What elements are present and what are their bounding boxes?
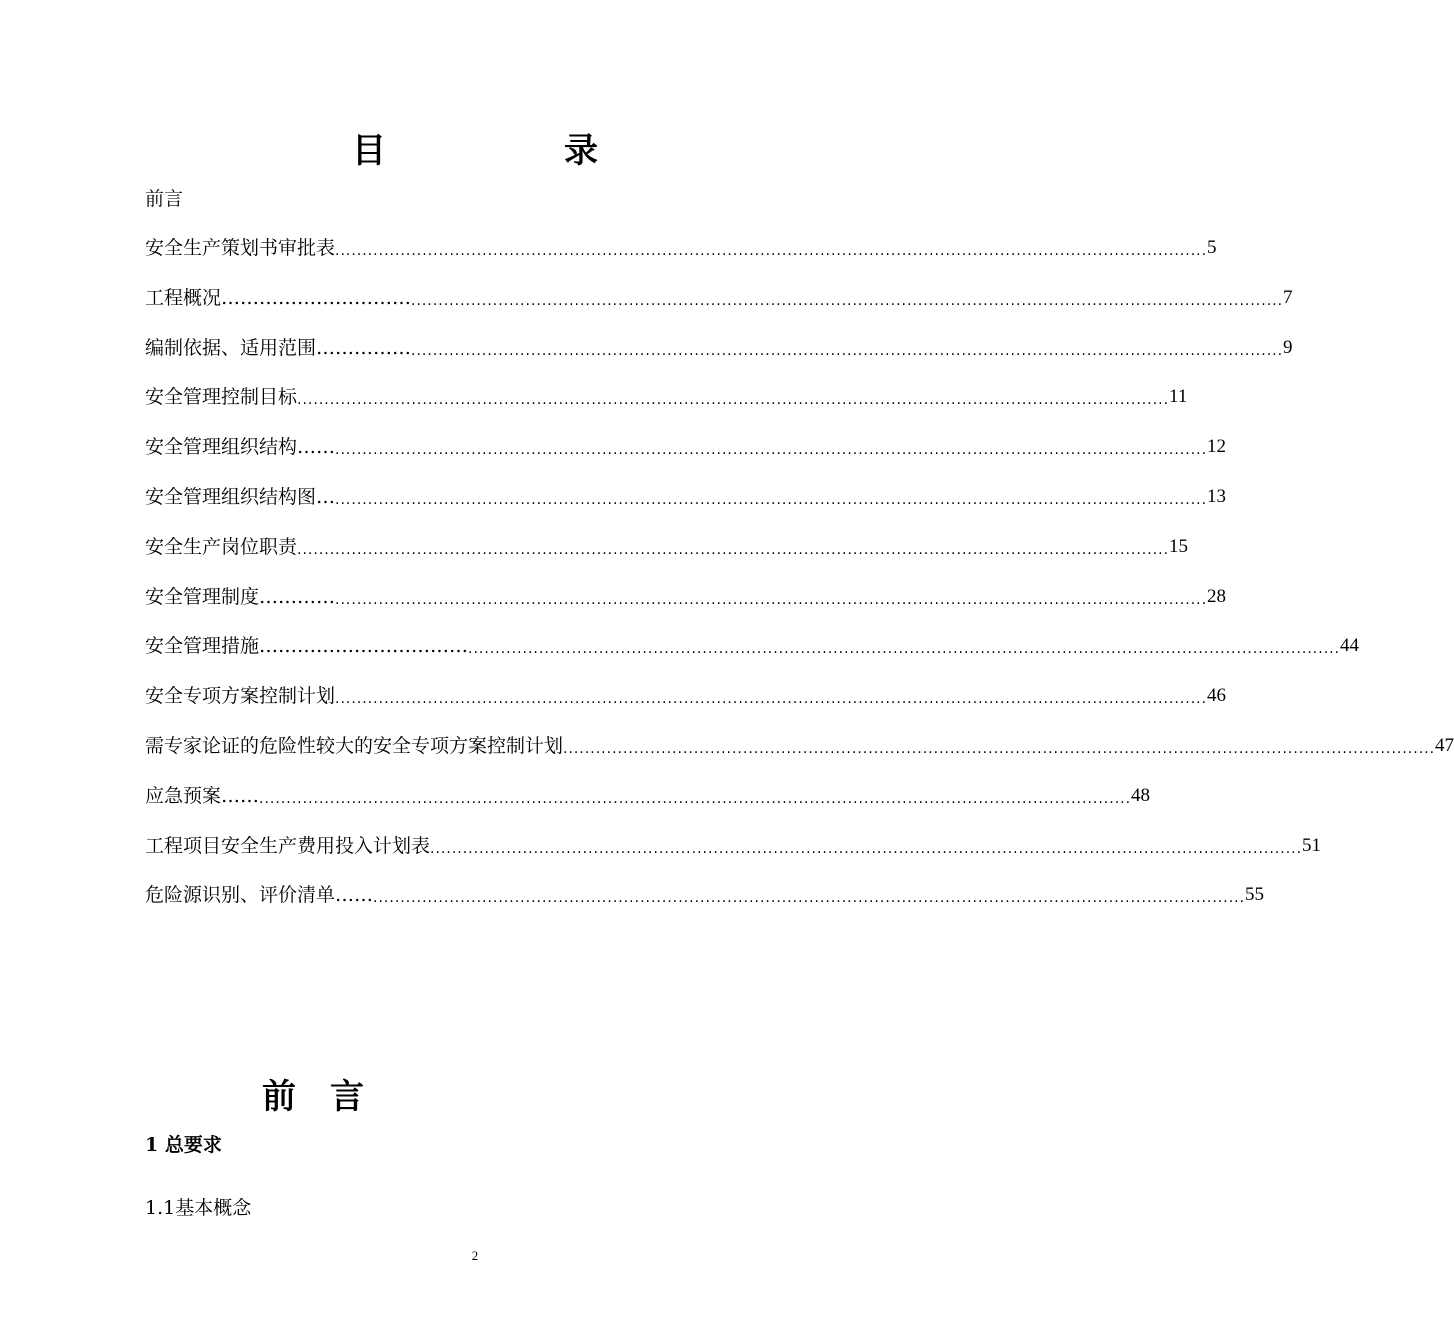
table-of-contents <box>145 234 1454 931</box>
toc-label: 应急预案…… <box>145 784 260 807</box>
toc-leader: ................................................................................................................................................................ <box>335 691 1208 708</box>
toc-label: 编制依据、适用范围…………… <box>145 336 412 359</box>
toc-row[interactable] <box>145 832 1322 882</box>
toc-row[interactable] <box>145 881 1265 931</box>
toc-label: 安全生产策划书审批表 <box>145 237 336 259</box>
toc-label: 危险源识别、评价清单…… <box>145 884 374 907</box>
toc-label: 安全管理组织结构图… <box>145 485 336 508</box>
toc-row[interactable] <box>145 284 1293 334</box>
toc-page: 5 <box>1207 237 1217 258</box>
toc-page: 28 <box>1207 585 1227 607</box>
toc-leader: ................................................................................................................................................................ <box>563 740 1436 757</box>
toc-preface-entry: 前言 <box>145 188 184 210</box>
toc-title-char-2: 录 <box>564 131 598 171</box>
toc-leader: ................................................................................................................................................................ <box>259 790 1132 807</box>
toc-page: 12 <box>1207 436 1227 458</box>
toc-page: 47 <box>1435 734 1454 756</box>
toc-page: 7 <box>1283 286 1293 308</box>
toc-row[interactable] <box>145 234 1217 284</box>
toc-label: 需专家论证的危险性较大的安全专项方案控制计划 <box>145 734 564 757</box>
toc-label: 安全生产岗位职责 <box>145 535 298 558</box>
toc-leader: ................................................................................................................................................................ <box>297 392 1170 409</box>
toc-page: 51 <box>1302 834 1322 856</box>
section-title-char-2: 言 <box>330 1077 364 1117</box>
toc-leader: ................................................................................................................................................................ <box>373 890 1246 907</box>
toc-page: 46 <box>1207 685 1227 707</box>
toc-page: 48 <box>1131 784 1151 806</box>
toc-row[interactable] <box>145 383 1188 433</box>
toc-row[interactable] <box>145 583 1227 633</box>
page-number: 2 <box>471 1248 479 1263</box>
toc-leader: ................................................................................................................................................................ <box>468 641 1341 658</box>
toc-leader: ................................................................................................................................................................ <box>411 342 1284 359</box>
toc-label: 工程项目安全生产费用投入计划表 <box>145 834 431 857</box>
toc-row[interactable] <box>145 732 1454 782</box>
toc-page: 15 <box>1169 535 1189 557</box>
toc-label: 安全管理制度………… <box>145 585 336 608</box>
toc-row[interactable] <box>145 483 1227 533</box>
toc-leader: ................................................................................................................................................................ <box>297 541 1170 558</box>
toc-row[interactable] <box>145 433 1227 483</box>
toc-page: 13 <box>1207 485 1227 507</box>
toc-leader: ................................................................................................................................................................ <box>335 442 1208 459</box>
toc-title <box>0 128 950 174</box>
toc-row[interactable] <box>145 334 1293 384</box>
toc-label: 工程概况………………………… <box>145 286 412 309</box>
toc-page: 9 <box>1283 336 1293 358</box>
toc-leader: ................................................................................................................................................................ <box>411 292 1284 309</box>
toc-leader: ................................................................................................................................................................ <box>335 491 1208 508</box>
heading-level-1: 1 总要求 <box>145 1134 222 1156</box>
toc-leader: ................................................................................................................................................................ <box>335 243 1208 259</box>
toc-row[interactable] <box>145 533 1189 583</box>
toc-title-char-1: 目 <box>352 131 386 171</box>
toc-row[interactable] <box>145 782 1151 832</box>
toc-page: 44 <box>1340 635 1360 657</box>
toc-leader: ................................................................................................................................................................ <box>335 591 1208 608</box>
toc-page: 11 <box>1169 386 1188 408</box>
toc-label: 安全专项方案控制计划 <box>145 685 336 708</box>
toc-label: 安全管理措施…………………………… <box>145 635 469 658</box>
heading-level-2: 1.1基本概念 <box>145 1197 252 1219</box>
toc-page: 55 <box>1245 884 1265 906</box>
toc-row[interactable] <box>145 632 1360 682</box>
section-title <box>262 1074 364 1120</box>
toc-row[interactable] <box>145 682 1227 732</box>
section-title-char-1: 前 <box>262 1077 296 1117</box>
toc-label: 安全管理控制目标 <box>145 386 298 409</box>
toc-label: 安全管理组织结构…… <box>145 436 336 459</box>
toc-leader: ................................................................................................................................................................ <box>430 840 1303 857</box>
